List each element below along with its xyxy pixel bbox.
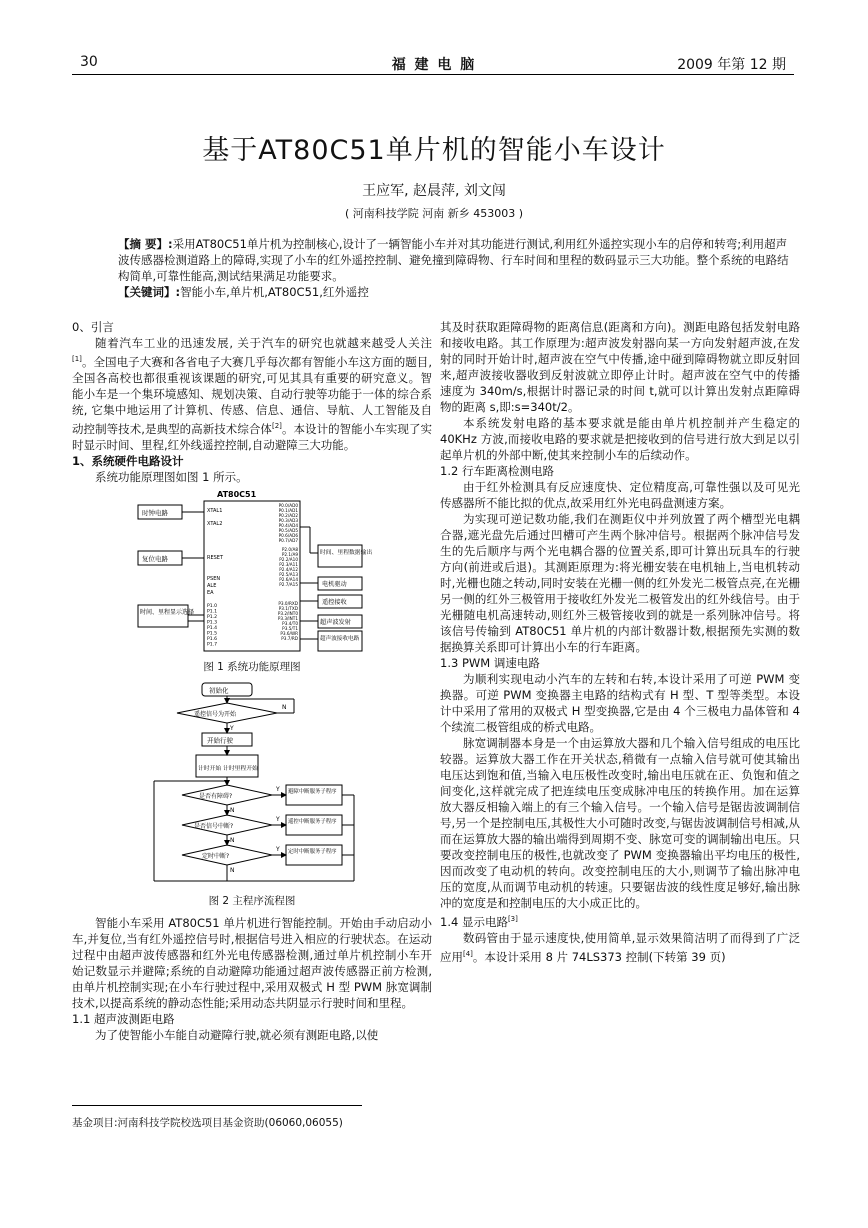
- svg-text:P2.7/A15: P2.7/A15: [279, 581, 298, 587]
- svg-text:XTAL1: XTAL1: [207, 507, 223, 514]
- motor-drive-label: 电机驱动: [322, 580, 347, 588]
- clock-box-label: 时钟电路: [142, 508, 168, 517]
- section-1-4-paragraph: 数码管由于显示速度快,使用简单,显示效果简洁明了而得到了广泛应用[4]。本设计采用 8 片 74LS373 控制(下转第 39 页): [440, 930, 800, 964]
- paper-title: 基于AT80C51单片机的智能小车设计: [202, 135, 666, 166]
- svg-text:EA: EA: [207, 589, 214, 596]
- svg-text:N: N: [230, 806, 235, 814]
- decision-obstacle-label: 是否有障碍?: [199, 792, 233, 800]
- ultrasonic-rx-label: 超声波接收电路: [320, 635, 360, 642]
- transmit-circuit-paragraph: 本系统发射电路的基本要求就是能由单片机控制并产生稳定的 40KHz 方波,而接收电路的要求就是把接收到的信号进行放大到足以引起单片机的外部中断,使其来控制小车的后续动作。: [440, 416, 800, 462]
- figure-2-caption: 图 2 主程序流程图: [208, 894, 296, 907]
- init-label: 初始化: [209, 686, 229, 695]
- svg-text:N: N: [230, 866, 235, 874]
- svg-text:P1.2: P1.2: [207, 614, 218, 620]
- svg-text:N: N: [230, 836, 235, 844]
- section-1-1-heading: 1.1 超声波测距电路: [72, 1011, 175, 1026]
- display-output-label: 时间、里程数据输出: [320, 549, 373, 556]
- svg-text:P3.6/WR: P3.6/WR: [280, 630, 298, 636]
- keywords-label: 【关键词】:: [118, 285, 181, 299]
- figure-1-intro: 系统功能原理图如图 1 所示。: [95, 469, 248, 484]
- svg-text:P0.2/AD2: P0.2/AD2: [278, 512, 298, 518]
- obstacle-isr-box: [286, 785, 342, 805]
- svg-text:P0.1/AD1: P0.1/AD1: [278, 507, 298, 513]
- section-0-heading: 0、引言: [72, 320, 114, 334]
- svg-text:XTAL2: XTAL2: [207, 520, 223, 527]
- authors: 王应军, 赵晨萍, 刘文闯: [362, 183, 506, 199]
- svg-text:P0.7/AD7: P0.7/AD7: [278, 537, 298, 543]
- right-column: [440, 319, 800, 965]
- abstract-text: 采用AT80C51单片机为控制核心,设计了一辆智能小车并对其功能进行测试,利用红外遥控实现小车的启停和转弯;利用超声波传感器检测道路上的障碍,实现了小车的红外遥控控制、避免撞到障碍物、行车时间和里程的数码显示三大功能。整个系统的电路结构简单,可靠性能高,测试结果满足功能要求。: [118, 237, 789, 283]
- section-1-3-paragraph-2: 脉宽调制器本身是一个由运算放大器和几个输入信号组成的电压比较器。运算放大器工作在开关状态,稍微有一点输入信号就可使其输出电压达到饱和值,当输入电压极性改变时,输出电压就在正、负饱和值之间变化,这样就完成了把连续电压变成脉冲电压的转换作用。加在运算放大器反相输入端上的有三个输入信号。一个输入信号是锯齿波调制信号,另一个是控制电压,其极性大小可随时改变,与锯齿波调制信号相减,从而在运算放大器的输出端得到周期不变、脉宽可变的调制输出电压。只要改变控制电压的极性,也就改变了 PWM 变换器输出平均电压的极性,因而改变了电动机的转向。改变控制电压的大小,则调节了输出脉冲电压的宽度,从而调节电动机的转速。只要锯齿波的线性度足够好,输出脉冲的宽度是和控制电压的大小成正比的。: [440, 736, 800, 910]
- abstract-label: 【摘 要】:: [118, 237, 173, 251]
- keywords-text: 智能小车,单片机,AT80C51,红外遥控: [180, 285, 369, 299]
- svg-text:P1.1: P1.1: [207, 609, 218, 615]
- svg-text:P1.5: P1.5: [207, 631, 218, 637]
- svg-text:ALE: ALE: [207, 582, 217, 589]
- svg-text:P2.1/A9: P2.1/A9: [281, 551, 298, 557]
- timer-isr-box: [286, 845, 342, 865]
- ultrasonic-principle-paragraph: 其及时获取距障碍物的距离信息(距离和方向)。测距电路包括发射电路和接收电路。其工作原理为:超声波发射器向某一方向发射超声波,在发射的同时开始计时,超声波在空气中传播,途中碰到障碍物就立即反射回来,超声波接收器收到反射波就立即停止计时。超声波在空气中的传播速度为 340m/s,根据计时器记录的时间 t,就可以计算出发射点距障碍物的距离 s,即:s=340t/2。: [440, 320, 800, 414]
- svg-text:P0.4/AD4: P0.4/AD4: [278, 522, 298, 528]
- svg-text:P1.6: P1.6: [207, 636, 218, 642]
- figure-2-flowchart: [72, 681, 432, 889]
- figure-1-caption: 图 1 系统功能原理图: [203, 660, 301, 673]
- svg-text:P2.5/A13: P2.5/A13: [279, 571, 298, 577]
- section-1-3-heading: 1.3 PWM 调速电路: [440, 656, 540, 670]
- svg-text:P1.4: P1.4: [207, 625, 218, 631]
- abstract-block: [118, 236, 798, 300]
- svg-text:P0.3/AD3: P0.3/AD3: [278, 517, 298, 523]
- section-1-2-paragraph-1: 由于红外检测具有反应速度快、定位精度高,可靠性强以及可见光传感器所不能比拟的优点,故采用红外光电码盘测速方案。: [440, 480, 800, 510]
- section-1-3-paragraph-1: 为顺利实现电动小汽车的左转和右转,本设计采用了可逆 PWM 变换器。可逆 PWM 变换器主电路的结构式有 H 型、T 型等类型。本设计中采用了常用的双极式 H 型变换器,它是由 4 个三极电力晶体管和 4 个续流二极管组成的桥式电路。: [440, 672, 800, 734]
- funding-footnote: 基金项目:河南科技学院校选项目基金资助(06060,06055): [72, 1117, 343, 1129]
- ultrasonic-tx-label: 超声波发射: [320, 618, 351, 626]
- svg-text:P3.7/RD: P3.7/RD: [281, 635, 298, 641]
- svg-text:P0.6/AD6: P0.6/AD6: [278, 532, 298, 538]
- svg-text:P3.2/INT0: P3.2/INT0: [277, 610, 298, 616]
- svg-text:P3.3/INT1: P3.3/INT1: [277, 615, 298, 621]
- svg-text:P3.1/TXD: P3.1/TXD: [278, 605, 298, 611]
- svg-text:Y: Y: [276, 845, 280, 853]
- decision-timer-interrupt-label: 定时中断?: [202, 852, 230, 860]
- intro-paragraph: 随着汽车工业的迅速发展, 关于汽车的研究也就越来越受人关注[1]。全国电子大赛和各省电子大赛几乎每次都有智能小车这方面的题目,全国各高校也都很重视该课题的研究,可见其具有重要的研究意义。智能小车是一个集环境感知、规划决策、自动行驶等功能于一体的综合系统, 它集中地运用了计算机、传感、信息、通信、导航、人工智能及自动控制等技术,是典型的高新技术综合体[2]。本设计的智能小车实现了实时显示时间、里程,红外线遥控控制,自动避障三大功能。: [72, 336, 433, 452]
- svg-text:P1.7: P1.7: [207, 642, 218, 648]
- remote-receiver-label: 遥控接收: [322, 598, 347, 606]
- svg-text:N: N: [282, 703, 287, 711]
- svg-text:P2.2/A10: P2.2/A10: [279, 556, 298, 562]
- header-rule: [72, 74, 794, 75]
- decision-signal-interrupt-label: 是否信号中断?: [194, 822, 234, 830]
- page-number: 30: [80, 54, 98, 70]
- svg-text:Y: Y: [230, 724, 234, 732]
- svg-text:P3.4/T0: P3.4/T0: [282, 620, 298, 626]
- svg-text:P1.3: P1.3: [207, 620, 218, 626]
- svg-text:PSEN: PSEN: [207, 575, 221, 582]
- display-select-label: 时间、里程显示选择: [140, 608, 195, 616]
- section-1-2-paragraph-2: 为实现可逆记数功能,我们在测距仪中并列放置了两个槽型光电耦合器,遮光盘先后通过凹槽可产生两个脉冲信号。根据两个脉冲信号发生的先后顺序与两个光电耦合器的位置关系,即可计算出玩具车的行驶方向(前进或后退)。其测距原理为:将光栅安装在电机轴上,当电机转动时,光栅也随之转动,同时安装在光栅一侧的红外发光二极管点亮,在光栅另一侧的红外三极管用于接收红外发光二极管发出的红外线信号。由于光栅随电机高速转动,则红外三极管接收到的就是一系列脉冲信号。将该信号传输到 AT80C51 单片机的内部计数器计数,根据预先实测的数据换算关系即可计算出小车的行车距离。: [440, 512, 800, 654]
- left-column: [72, 319, 432, 1043]
- svg-text:P1.0: P1.0: [207, 603, 218, 609]
- start-drive-label: 开始行驶: [207, 736, 233, 745]
- remote-isr-box: [286, 815, 342, 835]
- section-1-2-heading: 1.2 行车距离检测电路: [440, 464, 554, 478]
- display-output-box: [318, 545, 362, 567]
- svg-text:P2.4/A12: P2.4/A12: [279, 566, 298, 572]
- svg-text:P3.5/T1: P3.5/T1: [282, 625, 298, 631]
- svg-text:Y: Y: [276, 815, 280, 823]
- issue-label: 2009 年第 12 期: [677, 57, 786, 73]
- decision-remote-start-label: 遥控信号为开始: [194, 710, 237, 718]
- timer-isr-label: 定时中断服务子程序: [288, 848, 337, 855]
- svg-text:Y: Y: [276, 785, 280, 793]
- svg-text:P2.6/A14: P2.6/A14: [279, 576, 298, 582]
- section-1-heading: 1、系统硬件电路设计: [72, 453, 184, 468]
- svg-text:P3.0/RXD: P3.0/RXD: [278, 600, 298, 606]
- section-1-4-heading: 1.4 显示电路[3]: [440, 914, 518, 929]
- svg-text:P0.5/AD5: P0.5/AD5: [278, 527, 298, 533]
- affiliation: ( 河南科技学院 河南 新乡 453003 ): [344, 207, 524, 220]
- remote-isr-label: 遥控中断服务子程序: [288, 818, 337, 825]
- svg-text:P0.0/AD0: P0.0/AD0: [278, 502, 298, 508]
- reset-box-label: 复位电路: [142, 554, 168, 563]
- figure-1-block-diagram: [72, 487, 432, 655]
- chip-label: AT80C51: [217, 489, 257, 499]
- footnote-rule: [72, 1105, 362, 1106]
- svg-text:RESET: RESET: [207, 554, 224, 561]
- timer-start-label: 计时开始 计时里程开始: [198, 765, 258, 772]
- svg-text:P2.3/A11: P2.3/A11: [279, 561, 298, 567]
- obstacle-isr-label: 避障中断服务子程序: [288, 788, 337, 795]
- journal-name: 福 建 电 脑: [391, 57, 477, 73]
- system-overview-paragraph: 智能小车采用 AT80C51 单片机进行智能控制。开始由手动启动小车,并复位,当有红外遥控信号时,根据信号进入相应的行驶状态。在运动过程中由超声波传感器和红外光电传感器检测,通过单片机控制小车开始记数显示并避障;系统的自动避障功能通过超声波传感器正前方检测,由单片机控制实现;在小车行驶过程中,采用双极式 H 型 PWM 脉宽调制技术,以提高系统的静动态性能;采用动态共阴显示行驶时间和里程。: [72, 915, 432, 1010]
- svg-text:P2.0/A8: P2.0/A8: [281, 546, 298, 552]
- section-1-1-paragraph: 为了使智能小车能自动避障行驶,就必须有测距电路,以使: [95, 1027, 379, 1042]
